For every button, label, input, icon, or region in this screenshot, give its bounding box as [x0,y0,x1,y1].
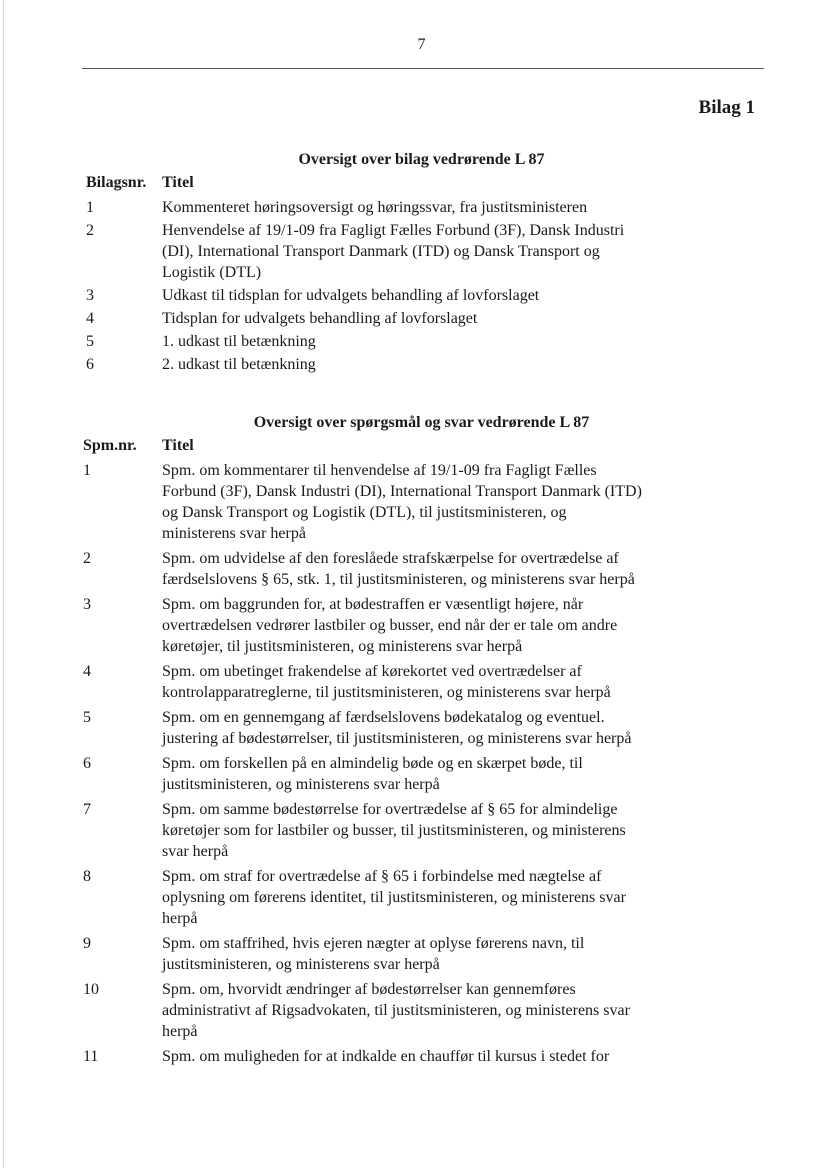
spm-title: Spm. om udvidelse af den foreslåede strafskærpelse for overtrædelse af færdselslovens § 65, stk. 1, til justitsministeren, og ministerens svar herpå [162,550,635,588]
spm-list [83,460,643,1071]
spm-title: Spm. om ubetinget frakendelse af kørekortet ved overtrædelser af kontrolapparatreglerne, til justitsministeren, og ministerens svar herpå [162,663,611,701]
bilag-section-title: Oversigt over bilag vedrørende L 87 [298,151,545,168]
spm-section-title: Oversigt over spørgsmål og svar vedrørende L 87 [253,414,590,431]
bilag-title: Henvendelse af 19/1-09 fra Fagligt Fælles Forbund (3F), Dansk Industri (DI), International Transport Danmark (ITD) og Dansk Transport og Logistik (DTL) [162,222,625,281]
spm-number: 10 [83,981,99,998]
spm-number: 11 [83,1048,99,1065]
spm-col-number: Spm.nr. [83,437,137,454]
spm-number: 8 [83,868,91,885]
page-number: 7 [417,36,426,53]
spm-title: Spm. om muligheden for at indkalde en chauffør til kursus i stedet for [162,1048,610,1065]
spm-title: Spm. om kommentarer til henvendelse af 19/1-09 fra Fagligt Fælles Forbund (3F), Dansk Industri (DI), International Transport Danmark (ITD) og Dansk Transport og Logistik (DTL), til justitsministeren, og ministerens svar herpå [162,462,642,542]
spm-number: 1 [83,462,91,479]
bilag-row [86,354,646,375]
spm-number: 6 [83,755,91,772]
spm-row [83,1046,643,1067]
spm-row [83,548,643,590]
spm-number: 2 [83,550,91,567]
spm-title: Spm. om baggrunden for, at bødestraffen er væsentligt højere, når overtrædelsen vedrører lastbiler og busser, end når der er tale om andre køretøjer, til justitsministeren, og ministerens svar herpå [162,596,618,655]
spm-number: 9 [83,935,91,952]
bilag-col-number: Bilagsnr. [86,174,147,191]
bilag-col-title: Titel [162,174,194,191]
bilag-title: 1. udkast til betænkning [162,333,316,350]
spm-row [83,661,643,703]
spm-number: 3 [83,596,91,613]
spm-title: Spm. om straf for overtrædelse af § 65 i forbindelse med nægtelse af oplysning om førerens identitet, til justitsministeren, og ministerens svar herpå [162,868,626,927]
bilag-number: 2 [86,222,94,239]
spm-title: Spm. om en gennemgang af færdselslovens bødekatalog og eventuel. justering af bødestørrelser, til justitsministeren, og ministerens svar herpå [162,709,632,747]
spm-title: Spm. om, hvorvidt ændringer af bødestørrelser kan gennemføres administrativt af Rigsadvokaten, til justitsministeren, og ministerens svar herpå [162,981,630,1040]
scan-edge [3,0,4,1168]
spm-number: 5 [83,709,91,726]
bilag-label: Bilag 1 [698,97,755,118]
spm-number: 7 [83,801,91,818]
spm-col-title: Titel [162,437,194,454]
bilag-row [86,285,646,306]
spm-title: Spm. om forskellen på en almindelig bøde og en skærpet bøde, til justitsministeren, og ministerens svar herpå [162,755,583,793]
bilag-number: 3 [86,287,94,304]
spm-row [83,799,643,862]
bilag-number: 1 [86,199,94,216]
bilag-title: Tidsplan for udvalgets behandling af lovforslaget [162,310,478,327]
bilag-number: 5 [86,333,94,350]
spm-row [83,866,643,929]
spm-row [83,979,643,1042]
spm-row [83,707,643,749]
bilag-list [86,197,646,377]
spm-number: 4 [83,663,91,680]
spm-row [83,460,643,544]
bilag-title: Kommenteret høringsoversigt og høringssvar, fra justitsministeren [162,199,588,216]
bilag-number: 6 [86,356,94,373]
spm-title: Spm. om samme bødestørrelse for overtrædelse af § 65 for almindelige køretøjer som for lastbiler og busser, til justitsministeren, og ministerens svar herpå [162,801,626,860]
bilag-row [86,308,646,329]
bilag-title: Udkast til tidsplan for udvalgets behandling af lovforslaget [162,287,540,304]
bilag-row [86,220,646,283]
spm-row [83,933,643,975]
spm-row [83,594,643,657]
spm-title: Spm. om staffrihed, hvis ejeren nægter at oplyse førerens navn, til justitsministeren, og ministerens svar herpå [162,935,585,973]
bilag-row [86,197,646,218]
bilag-row [86,331,646,352]
bilag-number: 4 [86,310,94,327]
bilag-title: 2. udkast til betænkning [162,356,316,373]
header-rule [82,68,764,69]
spm-row [83,753,643,795]
